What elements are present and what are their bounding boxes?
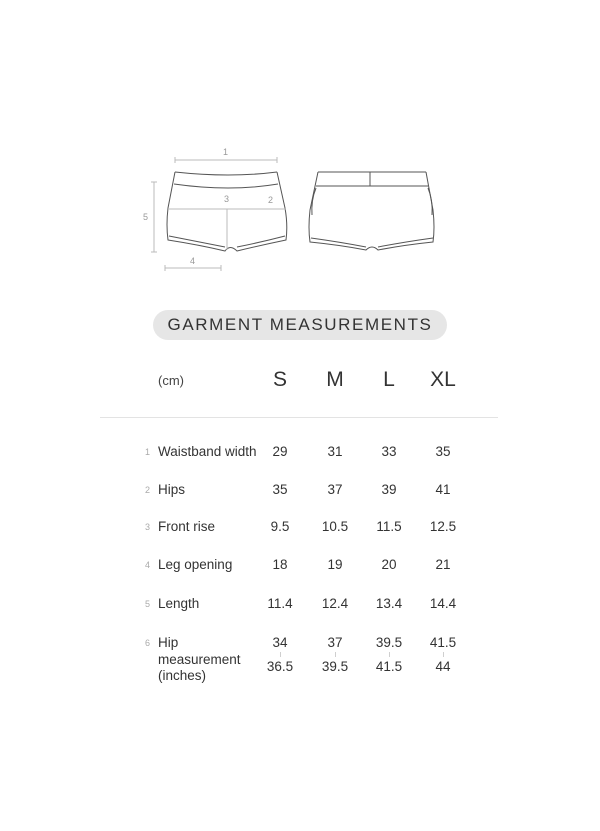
measure-label-5: 5 — [143, 212, 149, 222]
value-s-to: 36.5 — [266, 659, 294, 674]
measure-label-2: 2 — [268, 195, 274, 205]
size-header-m: M — [326, 368, 344, 391]
row-number: 2 — [144, 485, 150, 495]
value-l: 13.4 — [375, 596, 403, 611]
front-view-measure-lines — [151, 157, 286, 271]
value-l: 20 — [381, 557, 397, 572]
measure-label-1: 1 — [223, 147, 229, 157]
row-number: 5 — [144, 599, 150, 609]
value-m: 10.5 — [321, 519, 349, 534]
value-m: 19 — [327, 557, 343, 572]
value-s: 9.5 — [270, 519, 290, 534]
range-tick — [253, 652, 307, 657]
value-s: 29 — [272, 444, 288, 459]
value-l: 33 — [381, 444, 397, 459]
row-number: 6 — [144, 638, 150, 648]
value-m: 31 — [327, 444, 343, 459]
value-xl: 12.5 — [429, 519, 457, 534]
row-label: Front rise — [158, 519, 216, 534]
row-label: Waistband width — [158, 444, 257, 459]
header-divider — [100, 417, 498, 418]
value-xl: 35 — [435, 444, 451, 459]
garment-diagram — [0, 0, 600, 290]
range-tick — [416, 652, 470, 657]
row-number: 3 — [144, 522, 150, 532]
row-label: Hips — [158, 482, 186, 497]
range-tick — [362, 652, 416, 657]
value-l-from: 39.5 — [375, 635, 403, 650]
back-view-shorts — [309, 172, 434, 250]
value-l: 39 — [381, 482, 397, 497]
row-label: Leg opening — [158, 557, 233, 572]
row-number: 4 — [144, 560, 150, 570]
value-xl: 14.4 — [429, 596, 457, 611]
row-label-line-2: measurement — [158, 652, 241, 667]
value-s: 35 — [272, 482, 288, 497]
value-s: 18 — [272, 557, 288, 572]
value-xl: 21 — [435, 557, 451, 572]
value-m-from: 37 — [327, 635, 343, 650]
value-m-to: 39.5 — [321, 659, 349, 674]
row-label-line-1: Hip — [158, 635, 179, 650]
unit-label: (cm) — [158, 372, 184, 388]
value-xl: 41 — [435, 482, 451, 497]
value-s: 11.4 — [267, 596, 293, 611]
value-s-from: 34 — [272, 635, 288, 650]
value-m: 12.4 — [321, 596, 349, 611]
measure-label-3: 3 — [224, 194, 230, 204]
value-m: 37 — [327, 482, 343, 497]
measure-label-4: 4 — [190, 256, 196, 266]
value-l: 11.5 — [376, 519, 402, 534]
value-xl-from: 41.5 — [429, 635, 457, 650]
measure-labels — [143, 147, 273, 266]
row-number: 1 — [144, 447, 150, 457]
size-header-s: S — [272, 368, 287, 391]
size-header-xl: XL — [430, 368, 456, 391]
size-header-l: L — [383, 368, 395, 391]
range-tick — [308, 652, 362, 657]
value-l-to: 41.5 — [375, 659, 403, 674]
value-xl-to: 44 — [435, 659, 451, 674]
section-title: GARMENT MEASUREMENTS — [153, 310, 447, 340]
row-label-line-3: (inches) — [158, 668, 207, 683]
row-label: Length — [158, 596, 200, 611]
